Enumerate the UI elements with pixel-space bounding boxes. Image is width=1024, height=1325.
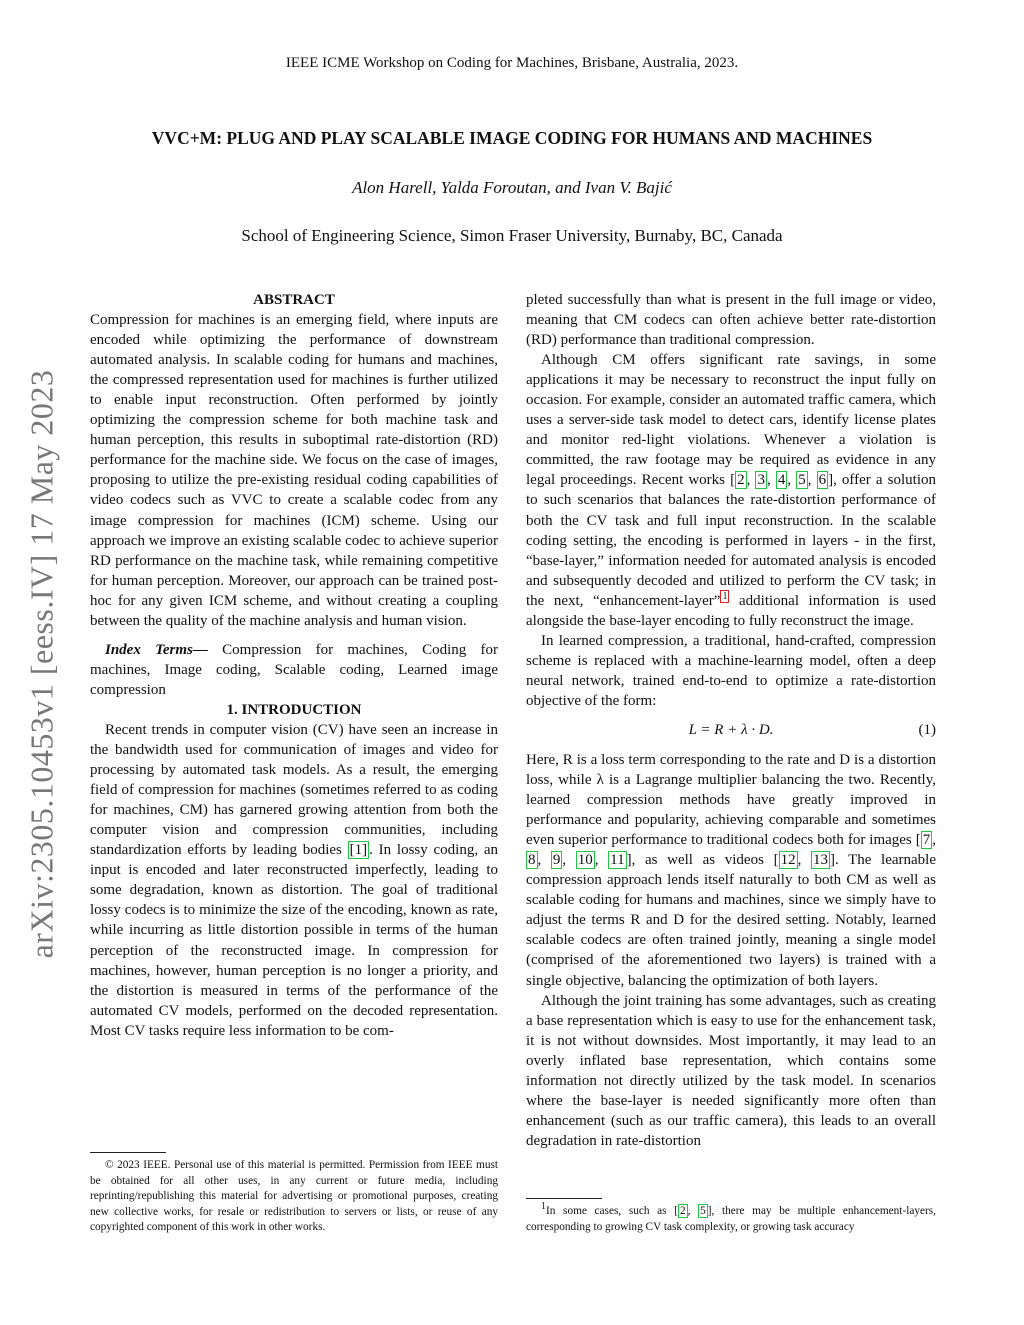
index-terms-label: Index Terms— [105,641,208,658]
intro-p1-text-a: Recent trends in computer vision (CV) have seen an increase in the bandwidth used for communication of images and video for processing by automated task models. As a result, the emerging field of compression for machines (sometimes referred to as coding for machines, CM) has garnered growing attention from both the computer vision and compression communities, including standardization efforts by leading bodies [90,721,498,859]
citation-link[interactable]: 2 [737,472,745,489]
citation-link[interactable]: 7 [922,832,931,849]
index-terms [90,640,498,700]
intro-p4-text-b: , as well as videos [631,852,774,869]
paper-title: VVC+M: PLUG AND PLAY SCALABLE IMAGE CODING FOR HUMANS AND MACHINES [151,128,873,148]
citation-link[interactable]: 9 [552,852,561,869]
intro-heading: 1. INTRODUCTION [226,701,362,718]
citation-link[interactable]: 13 [812,852,828,869]
footnote-rule-right [526,1198,602,1199]
citation-link[interactable]: 12 [780,852,796,869]
intro-paragraph-1 [90,720,498,1041]
intro-paragraph-3: In learned compression, a traditional, hand-crafted, compression scheme is replaced with a machine-learning model, often a deep neural network, trained end-to-end to optimize a rate-distortion objective of the form: [526,632,936,709]
equation-number: (1) [918,721,936,738]
citation-link[interactable]: [1] [349,842,368,859]
citation-link[interactable]: 3 [757,472,765,489]
citation-link[interactable]: 4 [777,472,786,489]
intro-p2-text-a: Although CM offers significant rate savings, in some applications it may be necessary to reconstruct the input fully on occasion. For example, consider an automated traffic camera, which uses a server-side task model to detect cars, identify license plates and monitor red-light violations. Whenever a violation is committed, the raw footage may be required as evidence in any legal proceedings. Recent works [526,352,936,489]
abstract-heading: ABSTRACT [253,292,335,308]
footnote-1-text: 1In some cases, such as [ 2 , 5 ], there may be multiple enhancement-layers, corresponding to growing CV task complexity, or growing task accuracy [526,1201,937,1233]
citation-link[interactable]: 6 [818,472,827,489]
intro-p2-text-c: additional information is used alongside the base-layer encoding to fully reconstruct the image. [526,592,936,629]
affiliation: School of Engineering Science, Simon Fraser University, Burnaby, BC, Canada [241,226,783,245]
index-terms-text: Compression for machines, Coding for machines, Image coding, Scalable coding, Learned image compression [90,641,499,698]
footnote-link[interactable]: 1 [722,590,728,602]
intro-paragraph-5: Although the joint training has some advantages, such as creating a base representation which is easy to use for the enhancement task, it is not without downsides. Most importantly, it may lead to an overly inflated base representation, which contains some information not directly utilized by the task model. In scenarios where the base-layer is needed significantly more often than enhancement (such as our traffic camera), this leads to an overall degradation in rate-distortion [526,992,936,1149]
citation-link[interactable]: 5 [700,1205,706,1217]
citation-link[interactable]: 11 [610,852,625,869]
footnote-rule-left [90,1152,166,1153]
citation-link[interactable]: 10 [577,852,593,869]
intro-paragraph-2: Although CM offers significant rate savings, in some applications it may be necessary to reconstruct the input fully on occasion. For example, consider an automated traffic camera, which uses a server-side task model to detect cars, identify license plates and monitor red-light violations. Whenever a violation is committed, the raw footage may be required as evidence in any legal proceedings. Recent works [ 2 , 3 , 4 , 5 , 6 ], offer a solution to such scenarios that balances the rate-distortion performance of both the CV task and full input reconstruction. In the scalable coding setting, the encoding is performed in layers - in the first, “base-layer,” information needed for automated analysis is encoded and subsequently decoded and utilized to perform the CV task; in the next, “enhancement-layer” $^1$ additional information is used alongside the base-layer encoding to fully reconstruct the image. [526,352,937,629]
right-column [526,290,936,1151]
footnote-1 [526,1201,937,1235]
intro-p4-text-c: . The learnable compression approach lends itself naturally to both CM as well as scalable coding for humans and machines, since we simply have to adjust the terms R and D for the desired setting. Notably, learned scalable codecs are often trained jointly, meaning a single model (comprised of the aforementioned two layers) is trained with a single objective, balancing the optimization of both layers. [526,852,936,989]
left-column [90,290,498,1041]
conference-header: IEEE ICME Workshop on Coding for Machines, Brisbane, Australia, 2023. [285,55,739,71]
equation-1 [526,720,936,740]
intro-paragraph-1-continued: pleted successfully than what is present in the full image or video, meaning that CM codecs can often achieve better rate-distortion (RD) performance than traditional compression. [526,292,936,349]
citation-link[interactable]: 2 [679,1205,686,1217]
arxiv-stamp [6,343,78,985]
intro-paragraph-4: Here, R is a loss term corresponding to the rate and D is a distortion loss, while λ is a Lagrange multiplier balancing the two. Recently, learned compression methods have greatly improved in performance and popularity, achieving comparable and sometimes even superior performance to traditional codecs both for images [ 7 , 8 , 9 , 10 , 11 ], as well as videos [ 12 , 13 ]. The learnable compression approach lends itself naturally to both CM as well as scalable coding for humans and machines, since we simply have to adjust the terms R and D for the desired setting. Notably, learned scalable codecs are often trained jointly, meaning a single model (comprised of the aforementioned two layers) is trained with a single objective, balancing the optimization of both layers. [526,751,936,989]
footnote-1-text-a: In some cases, such as [546,1205,675,1217]
citation-link[interactable]: 5 [798,472,806,489]
abstract-text: Compression for machines is an emerging field, where inputs are encoded while optimizing the performance of downstream automated analysis. In scalable coding for humans and machines, the compressed representation used for machines is further utilized to enable input reconstruction. Often performed by jointly optimizing the compression scheme for both machine task and human perception, this results in suboptimal rate-distortion (RD) performance for the machine side. We focus on the case of images, proposing to utilize the pre-existing residual coding capabilities of video codecs such as VVC to create a scalable codec from any image compression for machines (ICM) scheme. Using our approach we improve an existing scalable codec to achieve superior RD performance on the machine task, while remaining competitive for human perception. Moreover, our approach can be trained post-hoc for any given ICM scheme, and without creating a coupling between the quality of the machine analysis and human vision. [90,312,498,629]
footnote-1-mark: 1 [541,1201,546,1213]
equation-formula: L = R + λ · D. [688,721,774,738]
copyright-text: © 2023 IEEE. Personal use of this material is permitted. Permission from IEEE must be obtained for all other uses, in any current or future media, including reprinting/republishing this material for advertising or promotional purposes, creating new collective works, for resale or redistribution to servers or lists, or reuse of any copyrighted component of this work in other works. [90,1159,498,1233]
intro-p2-text-b: , offer a solution to such scenarios that balances the rate-distortion performance of both the CV task and full input reconstruction. In the scalable coding setting, the encoding is performed in layers - in the first, “base-layer,” information needed for automated analysis is encoded and subsequently decoded and utilized to perform the CV task; in the next, “enhancement-layer” [526,472,937,609]
footnote-1-text-b: , there may be multiple enhancement-layers, corresponding to growing CV task complexity, or growing task accuracy [526,1205,937,1233]
author-list: Alon Harell, Yalda Foroutan, and Ivan V. Bajić [352,178,672,197]
copyright-footnote [90,1158,498,1236]
citation-link[interactable]: 8 [528,852,536,869]
arxiv-stamp-text: arXiv:2305.10453v1 [eess.IV] 17 May 2023 [23,369,60,959]
intro-p4-text-a: Here, R is a loss term corresponding to the rate and D is a distortion loss, while λ is a Lagrange multiplier balancing the two. Recently, learned compression methods have greatly improved in performance and popularity, achieving comparable and sometimes even superior performance to traditional codecs both for images [526,751,936,849]
intro-p1-text-b: . In lossy coding, an input is encoded and later reconstructed imperfectly, leading to some degradation, known as distortion. The goal of traditional lossy codecs is to minimize the size of the encoding, known as rate, while incurring as little distortion possible in terms of the human perception of the reconstructed image. In compression for machines, however, human perception is no longer a priority, and the distortion is measured in terms of the performance of the automated CV models, performed on the decoded representation. Most CV tasks require less information to be com- [90,842,499,1039]
